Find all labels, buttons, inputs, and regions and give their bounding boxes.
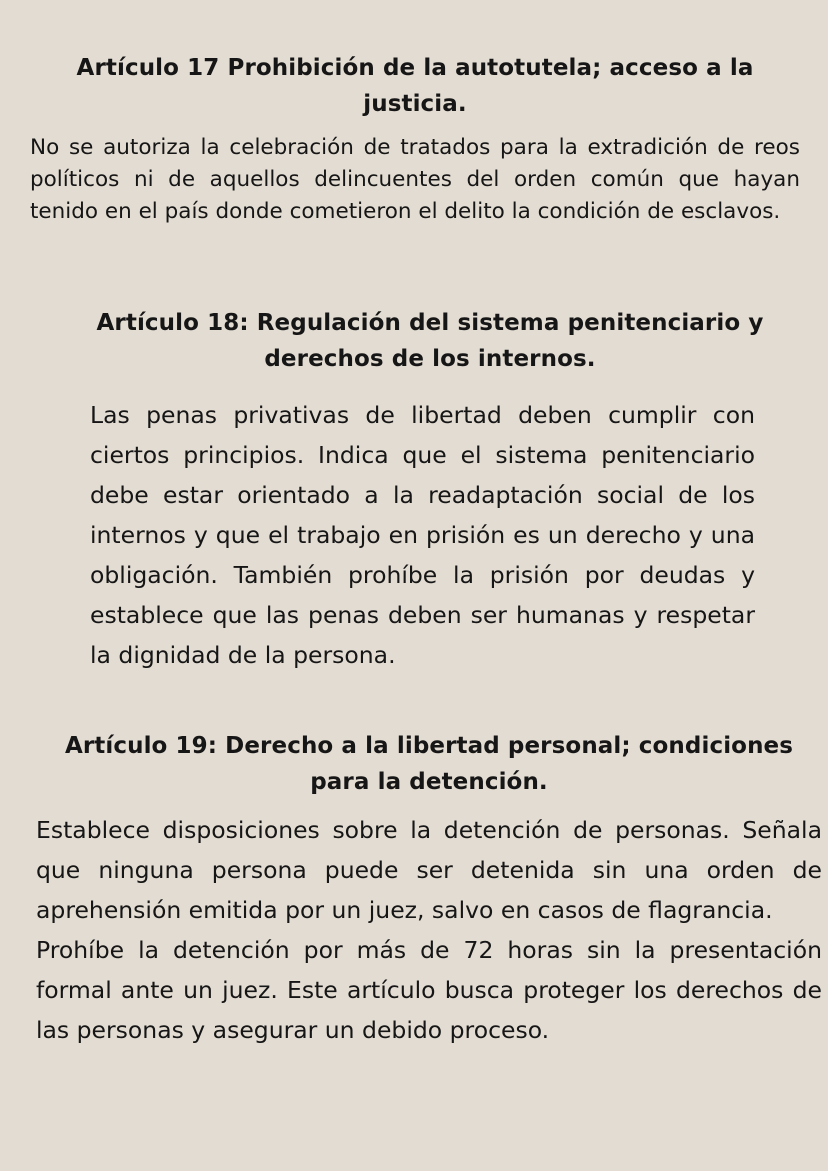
article-18-title: Artículo 18: Regulación del sistema penitenciario y derechos de los internos. bbox=[96, 310, 764, 372]
article-17-title: Artículo 17 Prohibición de la autotutela; acceso a la justicia. bbox=[76, 55, 754, 117]
article-18 bbox=[50, 305, 810, 675]
article-19-title: Artículo 19: Derecho a la libertad personal; condiciones para la detención. bbox=[64, 733, 794, 795]
article-18-paragraph: Las penas privativas de libertad deben cumplir con ciertos principios. Indica que el sistema penitenciario debe estar orientado a la readaptación social de los internos y que el trabajo en prisión es un derecho y una obligación. También prohíbe la prisión por deudas y establece que las penas deben ser humanas y respetar la dignidad de la persona. bbox=[90, 401, 755, 669]
article-19-paragraph-1: Establece disposiciones sobre la detención de personas. Señala que ninguna persona puede ser detenida sin una orden de aprehensión emitida por un juez, salvo en casos de flagrancia. bbox=[36, 816, 822, 924]
article-19-paragraph-2: Prohíbe la detención por más de 72 horas sin la presentación formal ante un juez. Este artículo busca proteger los derechos de las personas y asegurar un debido proceso. bbox=[36, 936, 822, 1044]
article-19 bbox=[36, 728, 822, 1050]
article-17-paragraph: No se autoriza la celebración de tratados para la extradición de reos políticos ni de aquellos delincuentes del orden común que hayan tenido en el país donde cometieron el delito la condición de esclavos. bbox=[30, 135, 800, 224]
article-17 bbox=[30, 50, 800, 228]
